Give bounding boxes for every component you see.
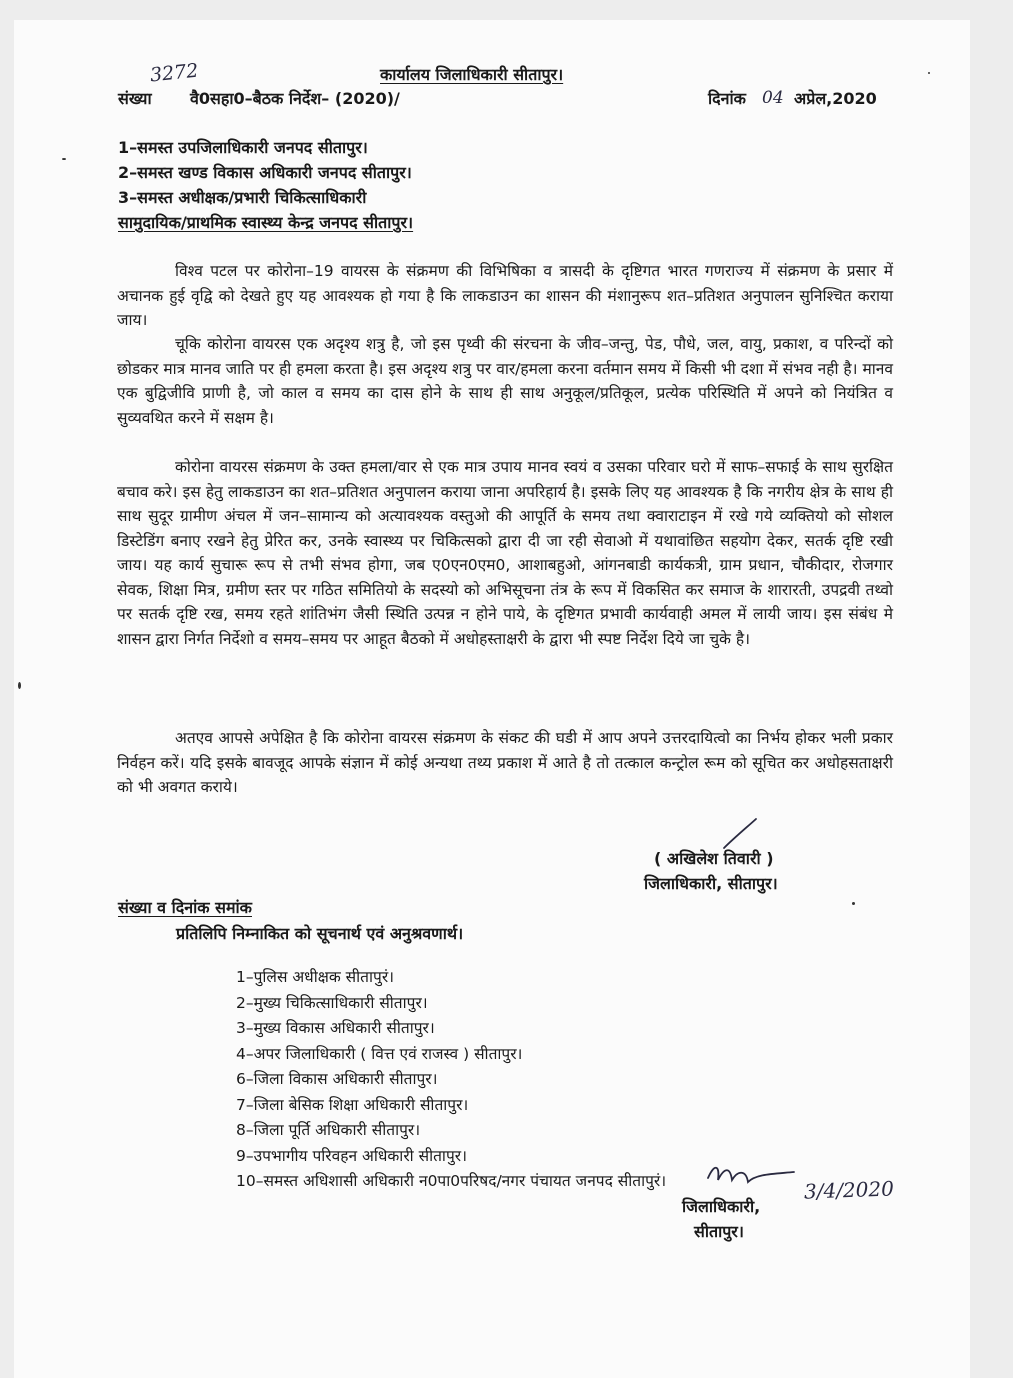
sankhya-label: संख्या xyxy=(118,89,152,108)
stray-mark xyxy=(928,72,930,74)
recipient-3-cont: सामुदायिक/प्राथमिक स्वास्थ्य केन्द्र जनपद सीतापुर। xyxy=(118,213,414,232)
stray-mark xyxy=(18,682,21,689)
stray-mark xyxy=(62,158,66,160)
date-day: 04 xyxy=(762,88,784,108)
signatory-name: ( अखिलेश तिवारी ) xyxy=(654,849,774,868)
list-item: 3–मुख्य विकास अधिकारी सीतापुर। xyxy=(236,1019,435,1037)
date-month-year: अप्रेल,2020 xyxy=(794,89,877,108)
list-item: 2–मुख्य चिकित्साधिकारी सीतापुर। xyxy=(236,993,428,1012)
footer-place: सीतापुर। xyxy=(694,1222,744,1241)
office-title: कार्यालय जिलाधिकारी सीतापुर। xyxy=(380,65,564,84)
list-item: 4–अपर जिलाधिकारी ( वित्त एवं राजस्व ) सीतापुर। xyxy=(236,1044,523,1063)
handwritten-number: 3272 xyxy=(148,59,200,87)
reference-number: वै0सहा0–बैठक निर्देश– (2020)/ xyxy=(190,89,400,108)
recipient-1: 1–समस्त उपजिलाधिकारी जनपद सीतापुर। xyxy=(118,138,368,157)
body-paragraph-2: चूकि कोरोना वायरस एक अदृश्य शत्रु है, जो इस पृथ्वी की संरचना के जीव–जन्तु, पेड, पौधे, जल, वायु, प्रकाश, व परिन्दों को छोडकर मात्र मानव जाति पर ही हमला करता है। इस अदृश्य शत्रु पर वार/हमला करना वर्तमान समय में किसी भी दशा में संभव नही है। मानव एक बुद्विजीवि प्राणी है, जो काल व समय का दास होने के साथ ही साथ अनुकूल/प्रतिकूल, प्रत्येक परिस्थिति में अपने को नियंत्रित व सुव्यवथित करने में सक्षम है। xyxy=(117,335,893,427)
recipient-3: 3–समस्त अधीक्षक/प्रभारी चिकित्साधिकारी xyxy=(118,188,367,207)
handwritten-date: 3/4/2020 xyxy=(803,1176,895,1204)
document-page xyxy=(14,20,970,1378)
footer-designation: जिलाधिकारी, xyxy=(682,1197,761,1216)
signatory-designation: जिलाधिकारी, सीतापुर। xyxy=(644,874,778,893)
copy-recipient-list xyxy=(236,965,666,1195)
list-item: 10–समस्त अधिशासी अधिकारी न0पा0परिषद/नगर पंचायत जनपद सीतापुरं। xyxy=(236,1172,667,1190)
copy-intro: प्रतिलिपि निम्नाकित को सूचनार्थ एवं अनुश्रवणार्थ। xyxy=(176,924,464,943)
body-paragraph-1: विश्व पटल पर कोरोना–19 वायरस के संक्रमण की विभिषिका व त्रासदी के दृष्टिगत भारत गणराज्य में संक्रमण के प्रसार में अचानक हुई वृद्वि को देखते हुए यह आवश्यक हो गया है कि लाकडाउन का शासन की मंशानुरूप शत–प्रतिशत अनुपालन सुनिश्चित कराया जाय। xyxy=(117,262,893,329)
recipient-2: 2–समस्त खण्ड विकास अधिकारी जनपद सीतापुर। xyxy=(118,163,412,182)
date-label: दिनांक xyxy=(708,89,746,108)
signature-stroke xyxy=(720,816,760,852)
body-paragraph-4: अतएव आपसे अपेक्षित है कि कोरोना वायरस संक्रमण के संकट की घडी में आप अपने उत्तरदायित्वो का निर्भय होकर भली प्रकार निर्वहन करें। यदि इसके बावजूद आपके संज्ञान में कोई अन्यथा तथ्य प्रकाश में आते है तो तत्काल कन्ट्रोल रूम को सूचित कर अधोहसताक्षरी को भी अवगत कराये। xyxy=(117,729,893,796)
body-paragraph-3: कोरोना वायरस संक्रमण के उक्त हमला/वार से एक मात्र उपाय मानव स्वयं व उसका परिवार घरो में साफ–सफाई के साथ सुरक्षित बचाव करे। इस हेतु लाकडाउन का शत–प्रतिशत अनुपालन कराया जाना अपरिहार्य है। इसके लिए यह आवश्यक है कि नगरीय क्षेत्र के साथ ही साथ सुदूर ग्रामीण अंचल में जन–सामान्य को अत्यावश्यक वस्तुओ की आपूर्ति के समय तथा क्वाराटाइन में रखे गये व्यक्तियो को सोशल डिस्टेडिंग बनाए रखने हेतु प्रेरित कर, उनके स्वास्थ्य पर चिकित्सको द्वारा दी जा रही सेवाओ में यथावांछित सहयोग देकर, सतर्क दृष्टि रखी जाय। यह कार्य सुचारू रूप से तभी संभव होगा, जब ए0एन0एम0, आशाबहुओ, आंगनबाडी कार्यकत्री, ग्राम प्रधान, चौकीदार, रोजगार सेवक, शिक्षा मित्र, ग्रमीण स्तर पर गठित समितियो के सदस्यो को अभिसूचना तंत्र के रूप में विकसित कर समाज के शारारती, उपद्रवी तथ्वो पर सतर्क दृष्टि रख, समय रहते शांतिभंग जैसी स्थिति उत्पन्न न होने पाये, के दृष्टिगत प्रभावी कार्यवाही अमल में लायी जाय। इस संबंध मे शासन द्वारा निर्गत निर्देशो व समय–समय पर आहूत बैठको में अधोहस्ताक्षरी के द्वारा भी स्पष्ट निर्देश दिये जा चुके है। xyxy=(117,458,893,648)
list-item: 1–पुलिस अधीक्षक सीतापुरं। xyxy=(236,968,395,986)
list-item: 9–उपभागीय परिवहन अधिकारी सीतापुर। xyxy=(236,1146,467,1165)
stray-mark xyxy=(852,902,855,905)
list-item: 6–जिला विकास अधिकारी सीतापुर। xyxy=(236,1070,438,1088)
list-item: 8–जिला पूर्ति अधिकारी सीतापुर। xyxy=(236,1121,421,1139)
copy-heading: संख्या व दिनांक समांक xyxy=(118,898,252,917)
handwritten-initials xyxy=(702,1160,798,1192)
list-item: 7–जिला बेसिक शिक्षा अधिकारी सीतापुर। xyxy=(236,1095,469,1114)
